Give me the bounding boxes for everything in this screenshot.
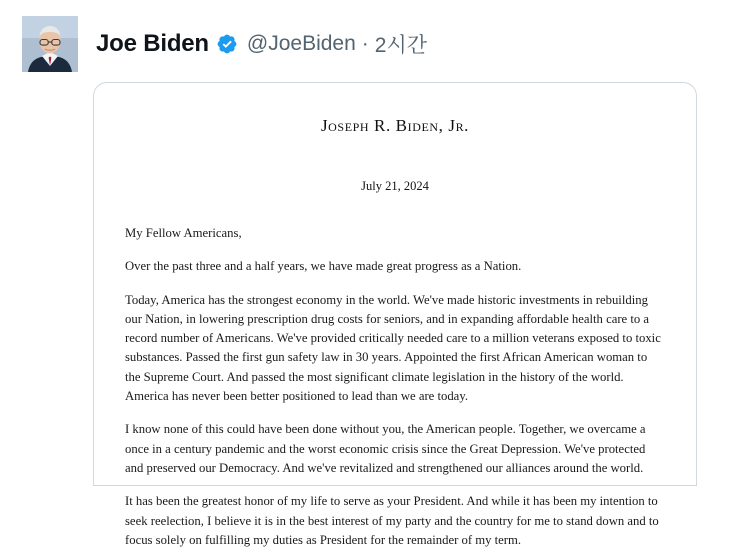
letter-paragraph: Today, America has the strongest economy in the world. We've made historic investments in rebuilding our Nation, in lowering prescription drug costs for seniors, and in expanding affordable health care to a record number of Americans. We've provided critically needed care to a million veterans exposed to toxic substances. Passed the first gun safety law in 30 years. Appointed the first African American woman to the Supreme Court. And passed the most significant climate legislation in the history of the world. America has never been better positioned to lead than we are today. (125, 292, 661, 404)
letter-salutation: My Fellow Americans, (125, 226, 242, 240)
avatar[interactable] (22, 16, 78, 72)
letter-date: July 21, 2024 (361, 179, 429, 193)
separator-dot: · (361, 32, 369, 55)
letter-body (125, 224, 665, 550)
letter-title: Joseph R. Biden, Jr. (320, 116, 470, 135)
user-handle[interactable]: @JoeBiden (246, 32, 356, 55)
letter-paragraph: It has been the greatest honor of my life to serve as your President. And while it has been my intention to seek reelection, I believe it is in the best interest of my party and the country for me to stand down and to focus solely on fulfilling my duties as President for the remainder of my term. (125, 494, 659, 547)
timestamp[interactable]: 2시간 (374, 34, 428, 57)
tweet-header (0, 0, 741, 82)
tweet-author-row (96, 29, 427, 59)
display-name[interactable]: Joe Biden (96, 30, 209, 57)
letter-image-card[interactable] (93, 82, 697, 547)
verified-badge-icon (216, 33, 238, 55)
letter-content (94, 116, 696, 550)
letter-paragraph: I know none of this could have been done without you, the American people. Together, we overcame a once in a century pandemic and the worst economic crisis since the Great Depression. We've protected and preserved our Democracy. And we've revitalized and strengthened our alliances around the world. (125, 422, 646, 475)
letter-paragraph: Over the past three and a half years, we have made great progress as a Nation. (125, 259, 522, 274)
